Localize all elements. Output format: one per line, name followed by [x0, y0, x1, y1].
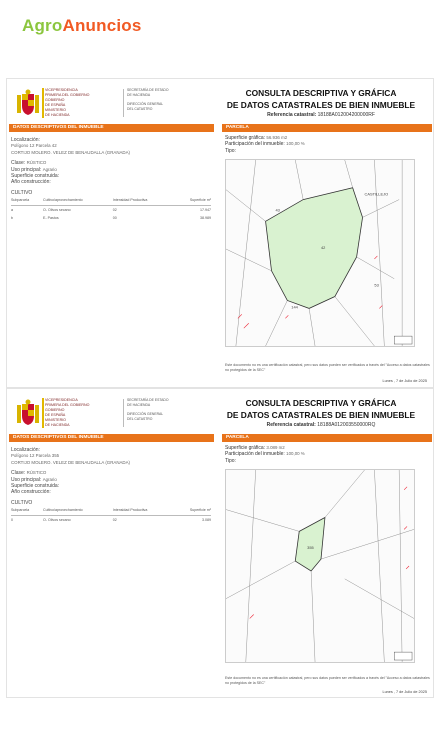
brand-part-2: Anuncios [62, 16, 142, 35]
cell: 02 [112, 208, 117, 213]
gov-line: DIRECCIÓN GENERAL [127, 412, 164, 417]
spain-coat-of-arms-icon [15, 89, 41, 117]
document-title [221, 87, 421, 111]
use-value: Agrario [42, 476, 57, 482]
map-scale-box [394, 652, 412, 660]
gov-separator [123, 399, 124, 427]
graphic-area-value: 56.936 m2 [266, 135, 288, 140]
gov-line: DIRECCIÓN GENERAL [127, 102, 164, 107]
col-subparcel: Subparcela [11, 507, 43, 515]
class-label: Clase: [11, 160, 26, 167]
crop-table [11, 197, 211, 221]
document-date: Lunes , 7 de Julio de 2025 [382, 690, 427, 694]
col-crop: Cultivo/aprovechamiento [43, 507, 113, 515]
location-line-1: Polígono 12 Parcela 42 [11, 143, 57, 149]
location-label: Localización: [11, 137, 40, 143]
descriptive-data-bar: DATOS DESCRIPTIVOS DEL INMUEBLE [9, 434, 214, 442]
class-value: RÚSTICO [26, 470, 47, 476]
class-value: RÚSTICO [26, 160, 47, 166]
gov-secretaria-text [127, 88, 195, 111]
map-label: 53 [374, 282, 379, 288]
col-area: Superficie m² [174, 197, 211, 205]
built-area-label: Superficie construida: [11, 483, 60, 490]
map-label: 42 [320, 245, 326, 251]
col-crop: Cultivo/aprovechamiento [43, 197, 113, 205]
map-label: 43 [275, 207, 280, 213]
parcel-data [225, 445, 430, 464]
table-header-row [11, 507, 211, 515]
cell: E- Pastos [43, 216, 59, 221]
crop-heading: CULTIVO [11, 189, 33, 196]
location-line-2: CORTIJO MOLERO. VELEZ DE BENAUDALLA (GRANADA) [11, 459, 130, 465]
cadastral-reference [221, 422, 421, 428]
title-line-1: CONSULTA DESCRIPTIVA Y GRÁFICA [245, 398, 397, 408]
gov-line: DE HACIENDA [45, 423, 70, 427]
parcel-map[interactable] [225, 159, 415, 347]
cell: O- Olivos secano [43, 208, 71, 213]
gov-line: MINISTERIO [45, 108, 66, 112]
table-row [11, 515, 211, 523]
spain-coat-of-arms-icon [15, 399, 41, 427]
parcel-data [225, 135, 430, 154]
parcel-map-svg [226, 470, 414, 662]
gov-line: DEL CATASTRO [127, 416, 153, 421]
built-area-label: Superficie construida: [11, 173, 60, 180]
ref-label: Referencia catastral: [266, 422, 316, 428]
table-row [11, 205, 211, 213]
gov-line: DE ESPAÑA [45, 413, 66, 417]
government-header [13, 87, 213, 121]
table-header-row [11, 197, 211, 205]
parcel-map[interactable] [225, 469, 415, 663]
col-intensity: Intensidad Productiva [113, 507, 174, 515]
descriptive-data [11, 137, 211, 221]
cell: O- Olivos secano [43, 518, 71, 523]
graphic-area-value: 3.089 m2 [266, 445, 285, 450]
cell: 3.089 [202, 518, 211, 523]
catastro-document-1 [6, 78, 434, 388]
descriptive-data [11, 447, 211, 524]
gov-line: GOBIERNO [45, 408, 65, 412]
gov-divider [42, 88, 44, 118]
gov-line: PRIMERA DEL GOBIERNO [45, 93, 90, 97]
participation-label: Participación del inmueble: [225, 451, 285, 458]
gov-ministry-text [45, 88, 95, 118]
gov-line: DE HACIENDA [127, 402, 151, 407]
map-label: 355 [307, 545, 314, 551]
crop-table [11, 507, 211, 523]
disclaimer-note: Este documento no es una certificación catastral, pero sus datos pueden ser verificados a través del "Acceso a datos catastrales no protegidos de la SEC" [225, 363, 430, 372]
title-line-2: DE DATOS CATASTRALES DE BIEN INMUEBLE [226, 410, 416, 420]
catastro-document-2 [6, 388, 434, 698]
parcel-bar: PARCELA [222, 124, 432, 132]
graphic-area-label: Superficie gráfica: [225, 135, 266, 141]
parcel-map-svg [226, 160, 414, 346]
gov-line: MINISTERIO [45, 418, 66, 422]
gov-line: VICEPRESIDENCIA [45, 88, 78, 92]
col-intensity: Intensidad Productiva [113, 197, 174, 205]
class-label: Clase: [11, 470, 26, 477]
location-line-1: Polígono 12 Parcela 355 [11, 453, 60, 459]
gov-line: PRIMERA DEL GOBIERNO [45, 403, 90, 407]
map-label: CASTILLEJO [364, 191, 389, 197]
government-header [13, 397, 213, 431]
cadastral-reference [221, 112, 421, 118]
col-area: Superficie m² [174, 507, 211, 515]
build-year-label: Año construcción: [11, 489, 51, 496]
ref-value: 18188A012003550000RQ [317, 422, 376, 428]
gov-divider [42, 398, 44, 428]
brand-part-1: Agro [22, 16, 63, 35]
cell: 00 [112, 216, 117, 221]
graphic-area-label: Superficie gráfica: [225, 445, 266, 451]
title-line-2: DE DATOS CATASTRALES DE BIEN INMUEBLE [226, 100, 416, 110]
gov-line: VICEPRESIDENCIA [45, 398, 78, 402]
participation-value: 100,00 % [286, 141, 305, 147]
parcel-bar: PARCELA [222, 434, 432, 442]
location-line-2: CORTIJO MOLERO. VELEZ DE BENAUDALLA (GRANADA) [11, 149, 130, 155]
cell: 38.989 [200, 216, 211, 221]
col-subparcel: Subparcela [11, 197, 43, 205]
gov-secretaria-text [127, 398, 195, 421]
crop-heading: CULTIVO [11, 499, 33, 506]
ref-label: Referencia catastral: [267, 112, 317, 118]
descriptive-data-bar: DATOS DESCRIPTIVOS DEL INMUEBLE [9, 124, 214, 132]
type-label: Tipo: [225, 457, 236, 464]
cell: a [11, 208, 13, 213]
agroanuncios-logo[interactable] [22, 16, 142, 36]
document-date: Lunes , 7 de Julio de 2025 [382, 379, 427, 383]
gov-line: DE HACIENDA [127, 92, 151, 97]
gov-separator [123, 89, 124, 117]
disclaimer-note: Este documento no es una certificación catastral, pero sus datos pueden ser verificados a través del "Acceso a datos catastrales no protegidos de la SEC" [225, 676, 430, 685]
gov-line: DEL CATASTRO [127, 106, 153, 111]
use-label: Uso principal: [11, 476, 42, 483]
build-year-label: Año construcción: [11, 179, 51, 186]
gov-ministry-text [45, 398, 95, 428]
table-row [11, 214, 211, 222]
cell: b [11, 216, 13, 221]
gov-line: DE HACIENDA [45, 113, 70, 117]
cell: 17.947 [200, 208, 211, 213]
gov-line: DE ESPAÑA [45, 103, 66, 107]
title-line-1: CONSULTA DESCRIPTIVA Y GRÁFICA [245, 88, 397, 98]
type-label: Tipo: [225, 147, 236, 154]
use-value: Agrario [42, 166, 57, 172]
gov-line: SECRETARÍA DE ESTADO [127, 88, 169, 92]
participation-value: 100,00 % [286, 451, 305, 457]
participation-label: Participación del inmueble: [225, 141, 285, 148]
map-scale-box [394, 336, 412, 344]
gov-line: SECRETARÍA DE ESTADO [127, 398, 169, 402]
ref-value: 18188A012004200000RF [317, 112, 375, 118]
document-title [221, 397, 421, 421]
location-label: Localización: [11, 447, 40, 453]
use-label: Uso principal: [11, 166, 42, 173]
cell: 0 [11, 518, 13, 523]
cell: 02 [112, 518, 117, 523]
gov-line: GOBIERNO [45, 98, 65, 102]
map-label: 144 [291, 304, 298, 310]
